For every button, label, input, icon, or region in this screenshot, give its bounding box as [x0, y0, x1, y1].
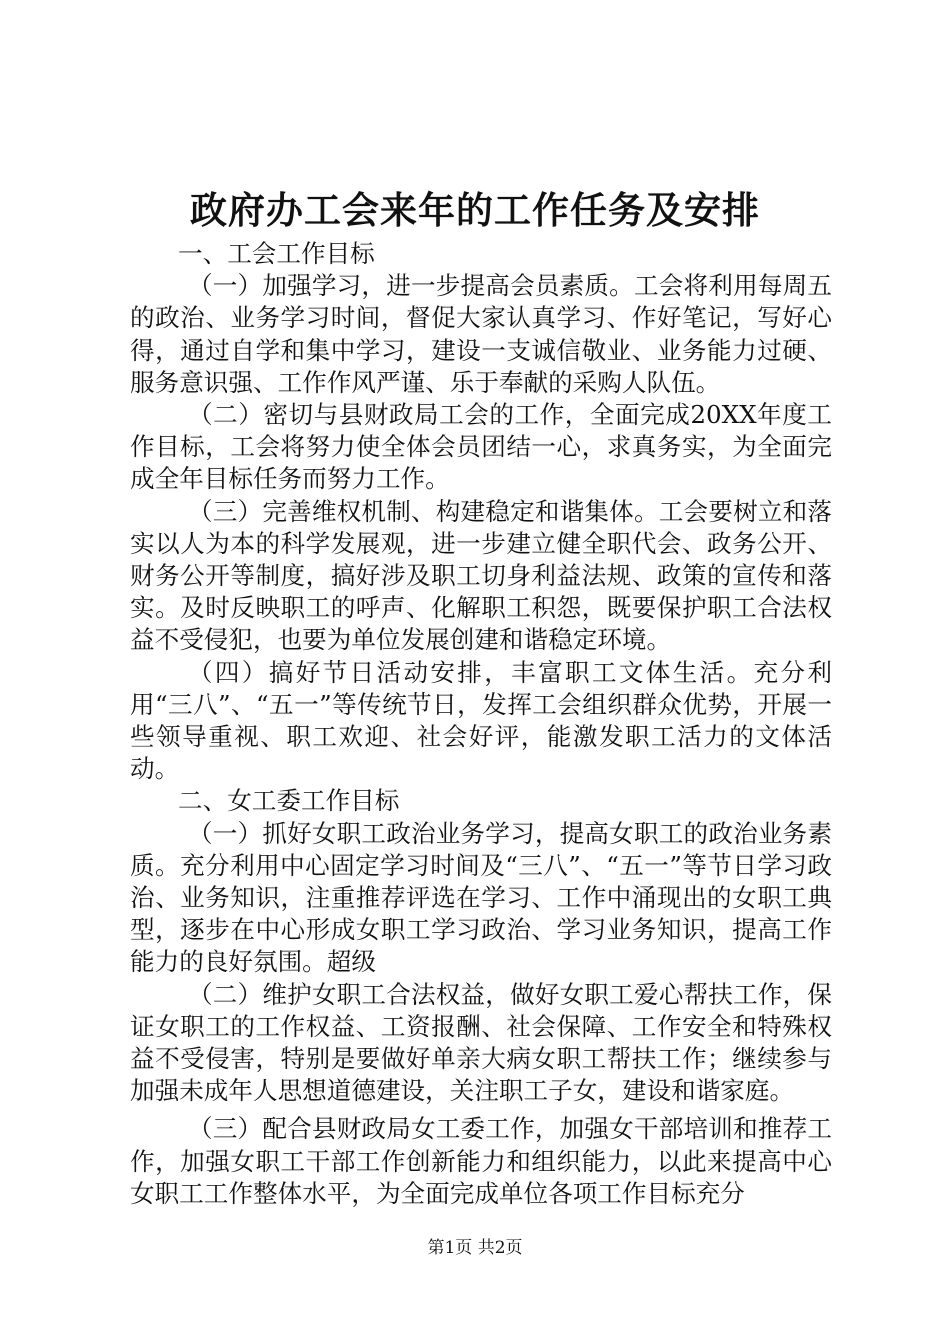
document-body [130, 238, 832, 1210]
paragraph-women-3: （三）配合县财政局女工委工作，加强女干部培训和推荐工作，加强女职工干部工作创新能力和组织能力，以此来提高中心女职工工作整体水平，为全面完成单位各项工作目标充分 [130, 1114, 832, 1208]
section-heading-union-goals: 一、工会工作目标 [178, 239, 375, 268]
paragraph-women-2: （二）维护女职工合法权益，做好女职工爱心帮扶工作，保证女职工的工作权益、工资报酬、社会保障、工作安全和特殊权益不受侵害，特别是要做好单亲大病女职工帮扶工作；继续参与加强未成年人思想道德建设，关注职工子女，建设和谐家庭。 [130, 979, 832, 1106]
paragraph-union-1: （一）加强学习，进一步提高会员素质。工会将利用每周五的政治、业务学习时间，督促大家认真学习、作好笔记，写好心得，通过自学和集中学习，建设一支诚信敬业、业务能力过硬、服务意识强、工作作风严谨、乐于奉献的采购人队伍。 [130, 271, 832, 397]
document-title: 政府办工会来年的工作任务及安排 [190, 188, 760, 232]
paragraph-women-1: （一）抓好女职工政治业务学习，提高女职工的政治业务素质。充分利用中心固定学习时间及“三八”、“五一”等节日学习政治、业务知识，注重推荐评选在学习、工作中涌现出的女职工典型，逐步在中心形成女职工学习政治、学习业务知识，提高工作能力的良好氛围。超级 [130, 818, 832, 977]
section-heading-women-committee-goals: 二、女工委工作目标 [178, 786, 400, 816]
paragraph-union-2: （二）密切与县财政局工会的工作，全面完成20XX年度工作目标，工会将努力使全体会员团结一心，求真务实，为全面完成全年目标任务而努力工作。 [130, 400, 832, 494]
page-footer: 第1页 共2页 [427, 1238, 523, 1258]
paragraph-union-4: （四）搞好节日活动安排，丰富职工文体生活。充分利用“三八”、“五一”等传统节日，发挥工会组织群众优势，开展一些领导重视、职工欢迎、社会好评，能激发职工活力的文体活动。 [130, 657, 832, 784]
paragraph-union-3: （三）完善维权机制、构建稳定和谐集体。工会要树立和落实以人为本的科学发展观，进一步建立健全职代会、政务公开、财务公开等制度，搞好涉及职工切身利益法规、政策的宣传和落实。及时反映职工的呼声、化解职工积怨，既要保护职工合法权益不受侵犯，也要为单位发展创建和谐稳定环境。 [130, 496, 832, 655]
